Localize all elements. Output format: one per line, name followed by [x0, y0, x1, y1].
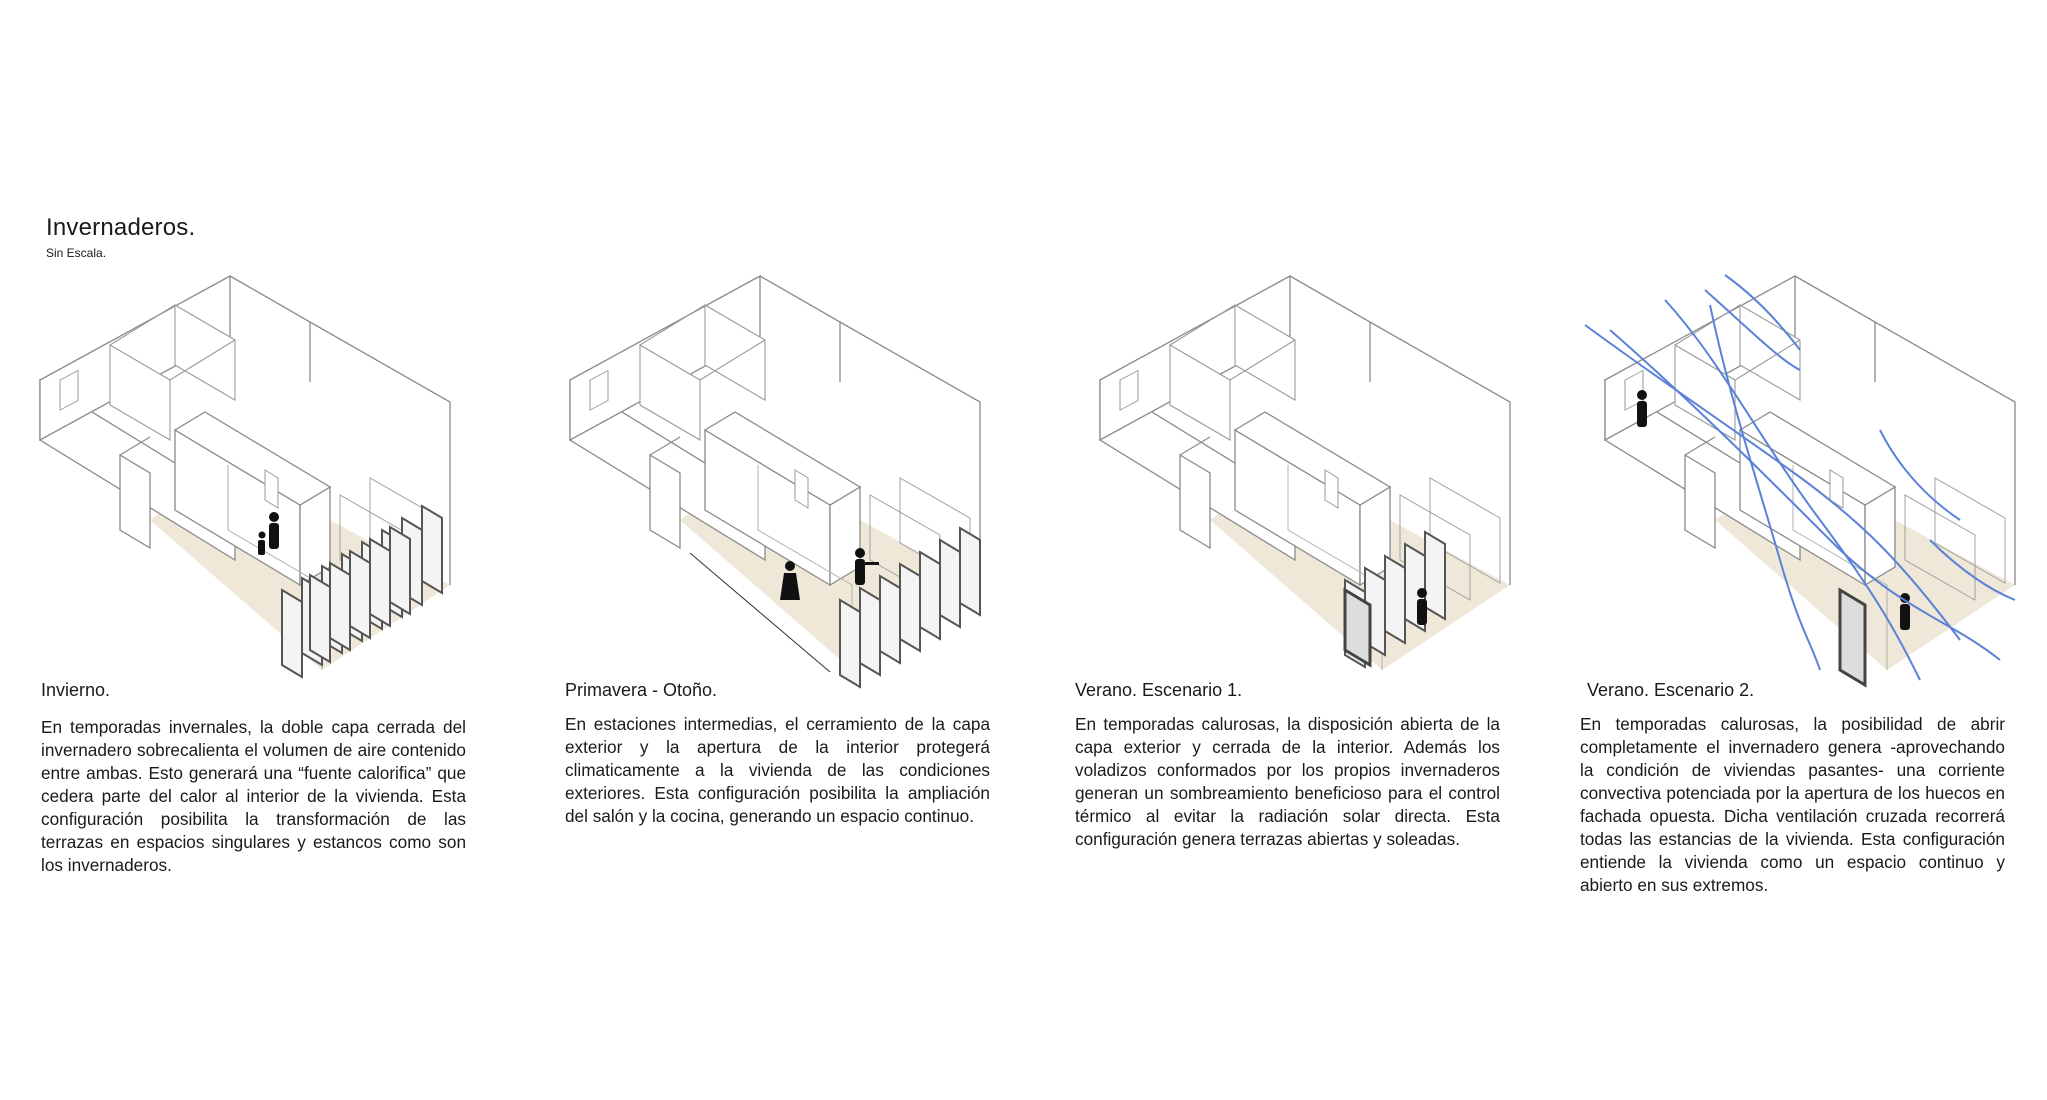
panel-text-verano-1: En temporadas calurosas, la disposición abierta de la capa exterior y cerrada de la interior. Además los voladizos conformados por los propios invernaderos generan un sombreamiento beneficioso para el control térmico al evitar la radiación solar directa. Esta configuración genera terrazas abiertas y soleadas. — [1075, 714, 1500, 849]
page-title: Invernaderos. — [46, 214, 196, 241]
panel-title-primavera-otono: Primavera - Otoño. — [565, 680, 718, 700]
panel-text-invierno: En temporadas invernales, la doble capa cerrada del invernadero sobrecalienta el volumen de aire contenido entre ambas. Esto generará una “fuente calorifica” que cedera parte del calor al interior de la vivienda. Esta configuración posibilita la transformación de las terrazas en espacios singulares y estancos como son los invernaderos. — [41, 717, 466, 875]
panel-text-verano-2: En temporadas calurosas, la posibilidad de abrir completamente el invernadero genera -aprovechando la condición de viviendas pasantes- una corriente convectiva potenciada por la apertura de los huecos en fachada opuesta. Dicha ventilación cruzada recorrerá todas las estancias de la vivienda. Esta configuración entiende la vivienda como un espacio continuo y abierto en sus extremos. — [1580, 714, 2005, 895]
diagram-primavera-otono — [570, 276, 980, 687]
panel-title-invierno: Invierno. — [41, 680, 111, 700]
diagram-verano-2 — [1585, 275, 2015, 685]
panel-title-verano-2: Verano. Escenario 2. — [1587, 680, 1755, 700]
panel-text-primavera-otono: En estaciones intermedias, el cerramiento de la capa exterior y la apertura de la interior protegerá climaticamente a la vivienda de las condiciones exteriores. Esta configuración posibilita la ampliación del salón y la cocina, generando un espacio continuo. — [565, 714, 990, 826]
diagram-verano-1 — [1100, 276, 1510, 670]
diagram-invierno — [40, 276, 450, 677]
panel-title-verano-1: Verano. Escenario 1. — [1075, 680, 1243, 700]
people-figures — [1417, 588, 1427, 625]
page-subtitle: Sin Escala. — [46, 246, 107, 260]
